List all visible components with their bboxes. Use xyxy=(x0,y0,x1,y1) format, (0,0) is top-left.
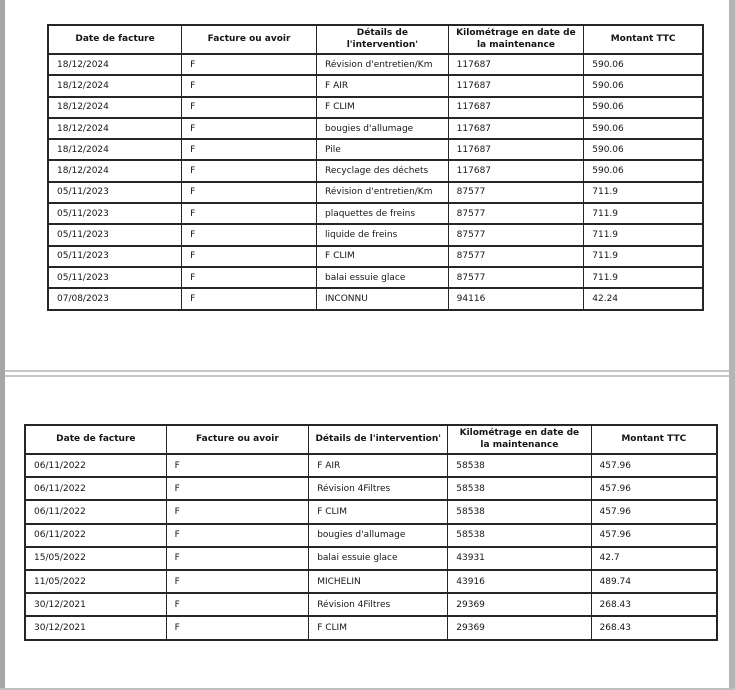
column-header: Facture ou avoir xyxy=(182,25,317,54)
table-cell: 590.06 xyxy=(584,97,703,118)
table-cell: 05/11/2023 xyxy=(48,246,182,267)
table-cell: 711.9 xyxy=(584,246,703,267)
table-cell: 43916 xyxy=(448,570,591,593)
scan-edge-left xyxy=(0,0,5,690)
table-cell: 711.9 xyxy=(584,267,703,288)
table-row xyxy=(48,267,703,288)
table-cell: 58538 xyxy=(448,524,591,547)
table-cell: F xyxy=(182,203,317,224)
table-cell: 489.74 xyxy=(591,570,717,593)
table-row xyxy=(25,500,717,523)
table-cell: F CLIM xyxy=(317,246,449,267)
table-header xyxy=(25,425,717,454)
table-cell: 87577 xyxy=(448,203,584,224)
table-row xyxy=(48,288,703,309)
table-cell: F xyxy=(182,97,317,118)
table-cell: 87577 xyxy=(448,224,584,245)
table-row xyxy=(48,139,703,160)
table-cell: 29369 xyxy=(448,593,591,616)
table-cell: 58538 xyxy=(448,454,591,477)
table-cell: bougies d'allumage xyxy=(317,118,449,139)
table-cell: F xyxy=(182,139,317,160)
document-page-2 xyxy=(5,377,729,688)
table-cell: 18/12/2024 xyxy=(48,75,182,96)
table-cell: F xyxy=(182,288,317,309)
table-row xyxy=(48,75,703,96)
table-cell: Révision 4Filtres xyxy=(309,477,448,500)
table-cell: 457.96 xyxy=(591,454,717,477)
table-cell: plaquettes de freins xyxy=(317,203,449,224)
table-cell: 268.43 xyxy=(591,616,717,639)
column-header: Kilométrage en date de la maintenance xyxy=(448,25,584,54)
table-body xyxy=(48,54,703,310)
table-cell: F xyxy=(182,246,317,267)
table-cell: 117687 xyxy=(448,118,584,139)
table-cell: 590.06 xyxy=(584,54,703,75)
table-row xyxy=(48,246,703,267)
header-row xyxy=(25,425,717,454)
table-row xyxy=(48,203,703,224)
table-cell: F xyxy=(182,182,317,203)
table-cell: 117687 xyxy=(448,75,584,96)
maintenance-invoices-table-page-2 xyxy=(24,424,718,641)
table-cell: 30/12/2021 xyxy=(25,616,166,639)
table-cell: Pile xyxy=(317,139,449,160)
table-cell: 87577 xyxy=(448,267,584,288)
table-cell: 711.9 xyxy=(584,203,703,224)
table-cell: 06/11/2022 xyxy=(25,454,166,477)
table-cell: 117687 xyxy=(448,160,584,181)
table-cell: 590.06 xyxy=(584,75,703,96)
table-cell: 29369 xyxy=(448,616,591,639)
table-cell: 590.06 xyxy=(584,160,703,181)
table-cell: 711.9 xyxy=(584,224,703,245)
table-cell: Recyclage des déchets xyxy=(317,160,449,181)
column-header: Kilométrage en date de la maintenance xyxy=(448,425,591,454)
table-cell: 117687 xyxy=(448,54,584,75)
table-cell: F CLIM xyxy=(309,500,448,523)
table-row xyxy=(25,524,717,547)
table-row xyxy=(25,616,717,639)
table-cell: F xyxy=(182,54,317,75)
table-cell: F xyxy=(166,616,309,639)
table-cell: 05/11/2023 xyxy=(48,203,182,224)
table-cell: INCONNU xyxy=(317,288,449,309)
table-cell: F xyxy=(166,500,309,523)
column-header: Détails de l'intervention' xyxy=(317,25,449,54)
column-header: Détails de l'intervention' xyxy=(309,425,448,454)
table-cell: 06/11/2022 xyxy=(25,500,166,523)
table-cell: 18/12/2024 xyxy=(48,97,182,118)
table-cell: balai essuie glace xyxy=(317,267,449,288)
table-cell: 06/11/2022 xyxy=(25,477,166,500)
table-cell: F xyxy=(182,267,317,288)
table-cell: F xyxy=(166,547,309,570)
table-cell: 94116 xyxy=(448,288,584,309)
table-cell: Révision d'entretien/Km xyxy=(317,54,449,75)
table-cell: 117687 xyxy=(448,97,584,118)
table-cell: 457.96 xyxy=(591,500,717,523)
table-row xyxy=(48,224,703,245)
table-cell: 18/12/2024 xyxy=(48,160,182,181)
table-cell: F CLIM xyxy=(309,616,448,639)
table-cell: F xyxy=(182,224,317,245)
table-cell: 590.06 xyxy=(584,118,703,139)
table-cell: 590.06 xyxy=(584,139,703,160)
table-cell: F xyxy=(166,593,309,616)
table-cell: 268.43 xyxy=(591,593,717,616)
table-cell: 06/11/2022 xyxy=(25,524,166,547)
table-cell: 43931 xyxy=(448,547,591,570)
table-cell: 457.96 xyxy=(591,477,717,500)
table-row xyxy=(48,118,703,139)
table-cell: 42.7 xyxy=(591,547,717,570)
column-header: Montant TTC xyxy=(584,25,703,54)
table-cell: Révision 4Filtres xyxy=(309,593,448,616)
table-cell: 15/05/2022 xyxy=(25,547,166,570)
scan-edge-right xyxy=(729,0,735,690)
header-row xyxy=(48,25,703,54)
table-cell: F xyxy=(166,454,309,477)
table-cell: 42.24 xyxy=(584,288,703,309)
table-row xyxy=(48,182,703,203)
table-row xyxy=(25,570,717,593)
table-cell: F xyxy=(166,570,309,593)
table-cell: 87577 xyxy=(448,182,584,203)
table-cell: F CLIM xyxy=(317,97,449,118)
column-header: Montant TTC xyxy=(591,425,717,454)
table-body xyxy=(25,454,717,640)
table-row xyxy=(25,547,717,570)
table-row xyxy=(25,593,717,616)
table-cell: balai essuie glace xyxy=(309,547,448,570)
table-cell: 457.96 xyxy=(591,524,717,547)
table-cell: MICHELIN xyxy=(309,570,448,593)
table-cell: Révision d'entretien/Km xyxy=(317,182,449,203)
table-cell: 18/12/2024 xyxy=(48,139,182,160)
table-cell: 05/11/2023 xyxy=(48,182,182,203)
table-cell: 30/12/2021 xyxy=(25,593,166,616)
table-cell: 58538 xyxy=(448,477,591,500)
table-cell: 18/12/2024 xyxy=(48,118,182,139)
table-cell: 58538 xyxy=(448,500,591,523)
table-row xyxy=(25,454,717,477)
column-header: Facture ou avoir xyxy=(166,425,309,454)
table-cell: 18/12/2024 xyxy=(48,54,182,75)
document-page-1 xyxy=(5,0,729,370)
table-cell: bougies d'allumage xyxy=(309,524,448,547)
table-header xyxy=(48,25,703,54)
table-cell: F xyxy=(166,524,309,547)
table-cell: 11/05/2022 xyxy=(25,570,166,593)
table-row xyxy=(25,477,717,500)
table-cell: F AIR xyxy=(309,454,448,477)
table-cell: F xyxy=(182,118,317,139)
table-row xyxy=(48,54,703,75)
table-cell: F xyxy=(182,160,317,181)
table-cell: F xyxy=(182,75,317,96)
table-cell: 117687 xyxy=(448,139,584,160)
table-cell: liquide de freins xyxy=(317,224,449,245)
column-header: Date de facture xyxy=(48,25,182,54)
page-break-divider xyxy=(0,370,735,377)
table-cell: 87577 xyxy=(448,246,584,267)
table-cell: 07/08/2023 xyxy=(48,288,182,309)
table-cell: 711.9 xyxy=(584,182,703,203)
table-row xyxy=(48,160,703,181)
column-header: Date de facture xyxy=(25,425,166,454)
table-cell: F xyxy=(166,477,309,500)
table-cell: 05/11/2023 xyxy=(48,224,182,245)
table-row xyxy=(48,97,703,118)
table-cell: F AIR xyxy=(317,75,449,96)
maintenance-invoices-table-page-1 xyxy=(47,24,704,311)
table-cell: 05/11/2023 xyxy=(48,267,182,288)
